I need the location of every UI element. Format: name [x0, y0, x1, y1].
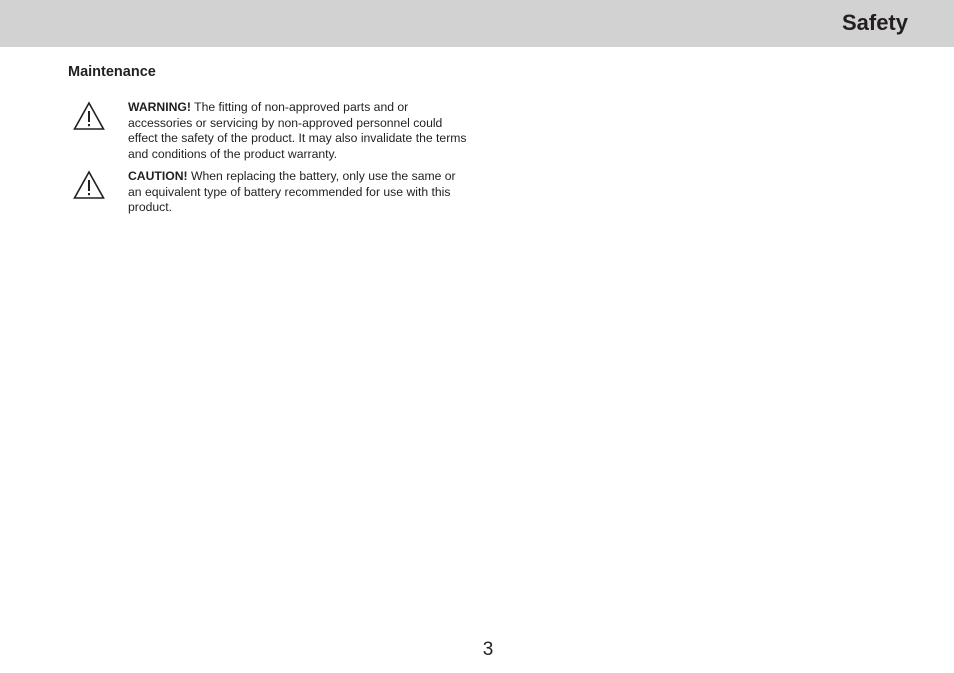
warning-label: WARNING!: [128, 100, 191, 114]
caution-label: CAUTION!: [128, 169, 188, 183]
section-heading: Maintenance: [68, 64, 156, 80]
page-title: Safety: [841, 10, 908, 35]
caution-notice: [128, 169, 468, 216]
warning-triangle-icon: [73, 101, 105, 131]
warning-text: The fitting of non-approved parts and or accessories or servicing by non-approved personnel could effect the safety of the product. It may also invalidate the terms and conditions of the product warranty.: [128, 100, 467, 162]
caution-text: When replacing the battery, only use the same or an equivalent type of battery recommended for use with this product.: [128, 169, 456, 215]
header-band: [0, 0, 954, 47]
caution-triangle-icon: [73, 170, 105, 200]
page-number: 3: [482, 639, 494, 660]
warning-notice: [128, 100, 468, 163]
